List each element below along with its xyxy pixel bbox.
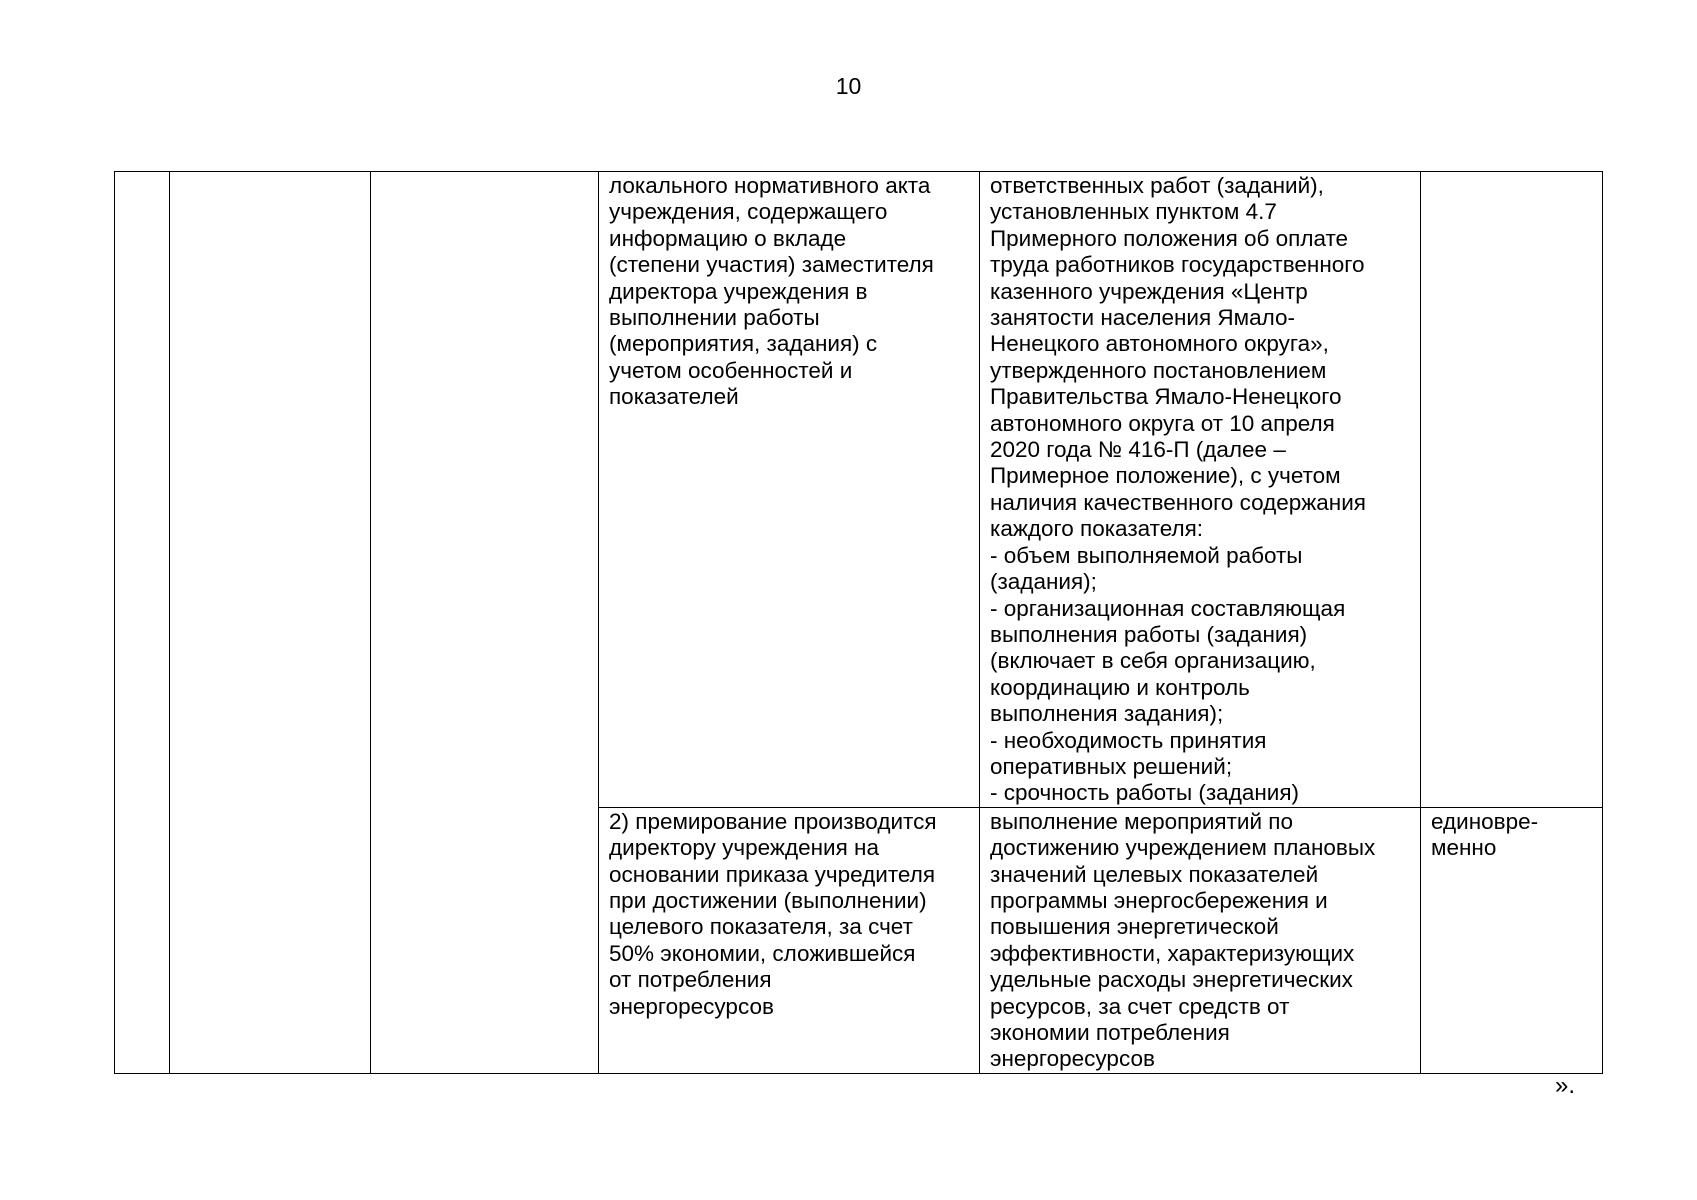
table-cell-periodicity bbox=[1421, 172, 1603, 808]
table-cell-condition: 2) премирование производится директору учреждения на основании приказа учредителя при достижении (выполнении) целевого показателя, за счет 50% экономии, сложившейся от потребления энергоресурсов bbox=[599, 807, 980, 1073]
table-cell-periodicity: единовре- менно bbox=[1421, 807, 1603, 1073]
document-table bbox=[114, 171, 1603, 1074]
table-cell-condition: локального нормативного акта учреждения, содержащего информацию о вкладе (степени участия) заместителя директора учреждения в выполнении работы (мероприятия, задания) с учетом особенностей и показателей bbox=[599, 172, 980, 808]
table-cell-criteria: ответственных работ (заданий), установленных пунктом 4.7 Примерного положения об оплате труда работников государственного казенного учреждения «Центр занятости населения Ямало- Ненецкого автономного округа», утвержденного постановлением Правительства Ямало-Ненецкого автономного округа от 10 апреля 2020 года № 416-П (далее – Примерное положение), с учетом наличия качественного содержания каждого показателя: - объем выполняемой работы (задания); - организационная составляющая выполнения работы (задания) (включает в себя организацию, координацию и контроль выполнения задания); - необходимость принятия оперативных решений; - срочность работы (задания) bbox=[980, 172, 1421, 808]
page-number: 10 bbox=[835, 73, 862, 99]
table-row bbox=[115, 172, 1603, 808]
table-cell-number bbox=[115, 172, 170, 1074]
table-cell-col3 bbox=[371, 172, 599, 1074]
table-cell-col2 bbox=[170, 172, 371, 1074]
closing-quote-mark: ». bbox=[1555, 1072, 1576, 1099]
table-cell-criteria: выполнение мероприятий по достижению учреждением плановых значений целевых показателей программы энергосбережения и повышения энергетической эффективности, характеризующих удельные расходы энергетических ресурсов, за счет средств от экономии потребления энергоресурсов bbox=[980, 807, 1421, 1073]
